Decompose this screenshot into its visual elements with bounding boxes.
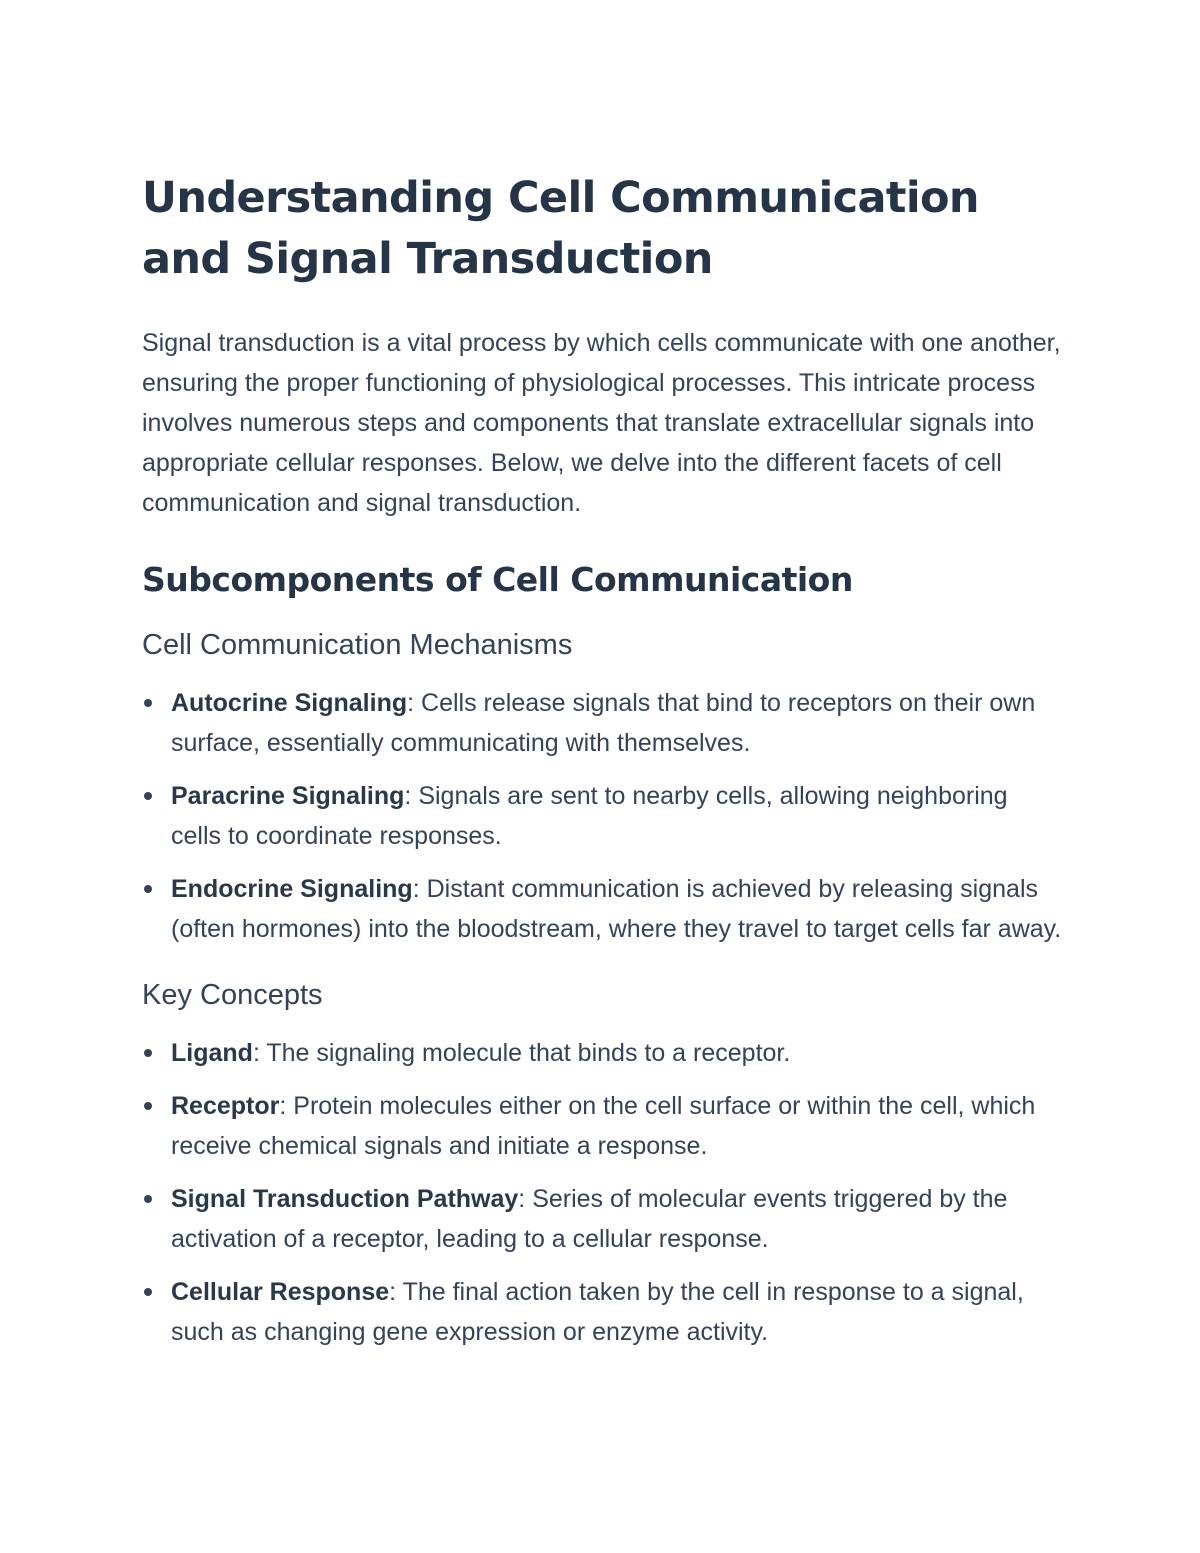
list-item-separator: : bbox=[407, 689, 415, 717]
list-item-text: The signaling molecule that binds to a receptor. bbox=[259, 1039, 791, 1067]
list-item-term: Endocrine Signaling bbox=[171, 875, 413, 903]
document-title: Understanding Cell Communication and Signal Transduction bbox=[142, 173, 979, 284]
list-item-term: Autocrine Signaling bbox=[171, 689, 408, 717]
intro-paragraph: Signal transduction is a vital process by which cells communicate with one another, ensuring the proper functioning of physiological processes. This intricate process involves numerous steps and components that translate extracellular signals into appropriate cellular responses. Below, we delve into the different facets of cell communication and signal transduction. bbox=[142, 329, 1061, 517]
list-item-term: Receptor bbox=[171, 1092, 280, 1120]
list-item-separator: : bbox=[412, 875, 420, 903]
list-item-separator: : bbox=[518, 1185, 526, 1213]
list-item bbox=[142, 1272, 1062, 1352]
list-item-term: Paracrine Signaling bbox=[171, 782, 405, 810]
list-item-separator: : bbox=[252, 1039, 260, 1067]
list-item bbox=[142, 1179, 1062, 1259]
list-item-text: Protein molecules either on the cell surface or within the cell, which receive chemical signals and initiate a response. bbox=[171, 1092, 1036, 1160]
section-heading: Subcomponents of Cell Communication bbox=[142, 560, 853, 599]
list-item-text: Cells release signals that bind to receptors on their own surface, essentially communicating with themselves. bbox=[171, 689, 1036, 757]
list-item-term: Signal Transduction Pathway bbox=[171, 1185, 519, 1213]
list-item bbox=[142, 776, 1062, 856]
list-item-text: Distant communication is achieved by releasing signals (often hormones) into the bloodstream, where they travel to target cells far away. bbox=[171, 875, 1062, 943]
mechanisms-heading: Cell Communication Mechanisms bbox=[142, 629, 573, 661]
list-item bbox=[142, 1086, 1062, 1166]
list-item-text: Signals are sent to nearby cells, allowing neighboring cells to coordinate responses. bbox=[171, 782, 1008, 850]
list-item bbox=[142, 683, 1062, 763]
list-item bbox=[142, 1033, 1062, 1073]
list-item-term: Cellular Response bbox=[171, 1278, 390, 1306]
list-item-term: Ligand bbox=[171, 1039, 253, 1067]
mechanisms-list bbox=[142, 683, 1062, 949]
concepts-heading: Key Concepts bbox=[142, 979, 323, 1011]
list-item-text: The final action taken by the cell in response to a signal, such as changing gene expression or enzyme activity. bbox=[171, 1278, 1024, 1346]
list-item-separator: : bbox=[404, 782, 412, 810]
document-page bbox=[142, 168, 1062, 1365]
list-item bbox=[142, 869, 1062, 949]
list-item-separator: : bbox=[279, 1092, 287, 1120]
concepts-list bbox=[142, 1033, 1062, 1352]
list-item-text: Series of molecular events triggered by the activation of a receptor, leading to a cellular response. bbox=[171, 1185, 1008, 1253]
list-item-separator: : bbox=[389, 1278, 397, 1306]
